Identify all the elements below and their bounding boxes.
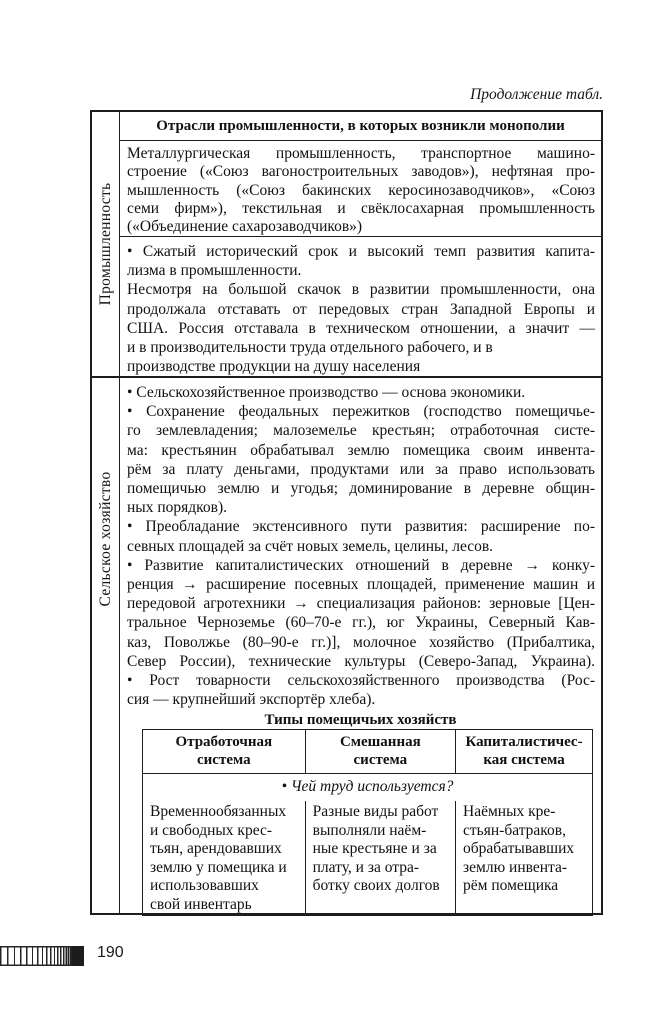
farm-types-header-row: [143, 730, 592, 774]
header-capitalist-system: Капиталистичес- кая система: [455, 730, 592, 773]
industry-column-header: Отрасли промышленности, в которых возникли монополии: [120, 112, 601, 141]
agriculture-section: [92, 378, 601, 913]
agriculture-content: [120, 378, 601, 913]
farm-types-body-row: [143, 801, 592, 915]
header-labour-rent-system: Отработочная система: [175, 734, 273, 768]
header-mixed-system: Смешанная система: [305, 730, 455, 773]
binding-marks-icon: [0, 946, 84, 966]
agriculture-row-label: Сельское хозяйство: [96, 470, 114, 607]
page-number: 190: [97, 944, 124, 961]
industry-branches-cell: Металлургическая промышленность, транспортное машино- строение («Союз вагоностроительных заводов»), нефтяная про- мышленность («Союз бакинских керосинозаводчиков», «Союз семи фирм»), текстильная и свёклосахарная промышленность («Объединение сахарозаводчиков»): [120, 141, 601, 237]
industry-row-label: Промышленность: [96, 182, 114, 306]
cell-capitalist-system: Наёмных кре- стьян-батраков, обрабатывавших землю инвента- рём помещика: [455, 801, 592, 915]
industry-content: [120, 112, 601, 376]
agriculture-features-cell: • Сельскохозяйственное производство — основа экономики. • Сохранение феодальных пережитков (господство помещичье- го землевладения; малоземелье крестьян; отработочная систе- ма: крестьянин обрабатывал землю помещика своим инвента- рём за плату деньгами, продуктами или за право использовать помещичью землю и угодья; доминирование в деревне общин- ных порядков). • Преобладание экстенсивного пути развития: расширение по- севных площадей за счёт новых земель, целины, лесов. • Развитие капиталистических отношений в деревне → конку- ренция → расширение посевных площадей, применение машин и передовой агротехники → специализация районов: зерновые [Цен- тральное Черноземье (60–70-е гг.), юг Украины, Северный Кав- каз, Поволжье (80–90-е гг.)], молочное хозяйство (Прибалтика, Север России), технические культуры (Северо-Запад, Украина). • Рост товарности сельскохозяйственного производства (Рос- сия — крупнейший экспортёр хлеба).: [127, 384, 595, 709]
agriculture-row-label-cell: [92, 378, 120, 913]
farm-types-table: [142, 729, 593, 916]
industry-section: [92, 112, 601, 378]
continuation-note: Продолжение табл.: [470, 86, 603, 103]
main-table: [90, 110, 603, 915]
farm-types-title: Типы помещичьих хозяйств: [264, 712, 457, 729]
cell-mixed-system: Разные виды работ выполняли наём- ные крестьяне и за плату, и за отра- ботку своих долгов: [305, 801, 455, 915]
cell-labour-rent-system: Временнообязанных и свободных крес- тьян, арендовавших землю у помещика и использовавших свой инвентарь: [150, 803, 287, 913]
industry-row-label-cell: [92, 112, 120, 376]
whose-labour-question: • Чей труд используется?: [281, 778, 454, 795]
industry-features-cell: • Сжатый исторический срок и высокий темп развития капита- лизма в промышленности. Несмотря на большой скачок в развитии промышленности, она продолжала отставать от передовых стран Западной Европы и США. Россия отставала в техническом отношении, а значит — и в производительности труда отдельного рабочего, и в производстве продукции на душу населения: [127, 243, 595, 376]
